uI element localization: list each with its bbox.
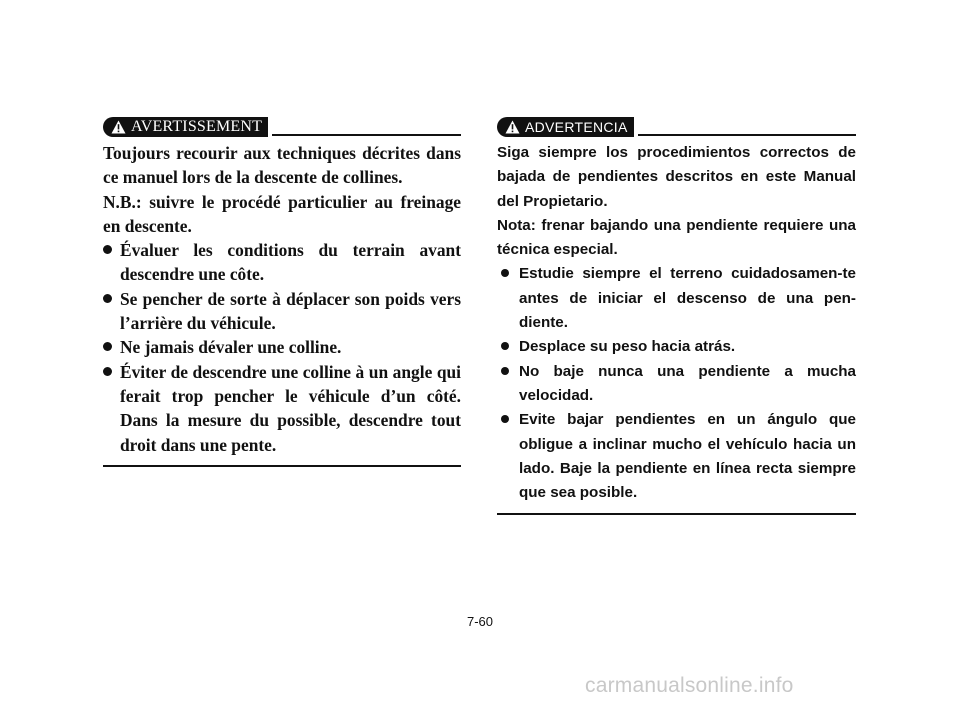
- warning-header-rule: [272, 134, 461, 136]
- bullet-dot-icon: [501, 269, 509, 277]
- warning-badge-label: ADVERTENCIA: [525, 118, 628, 135]
- warning-badge: [103, 117, 268, 137]
- list-item-text: Desplace su peso hacia atrás.: [519, 338, 736, 356]
- warning-bullet-list: [103, 238, 461, 457]
- warning-paragraph: Toujours recourir aux techniques décrites dans ce manuel lors de la descente de collines.: [103, 143, 461, 188]
- bullet-dot-icon: [103, 294, 112, 303]
- bullet-dot-icon: [103, 245, 112, 254]
- list-item-text: No baje nunca una pendiente a mucha velocidad.: [519, 362, 856, 404]
- list-item: [103, 360, 461, 457]
- list-item-text: Ne jamais dévaler une colline.: [120, 337, 342, 358]
- warning-badge: [497, 117, 634, 137]
- list-item: [103, 238, 461, 287]
- warning-header: [497, 115, 856, 137]
- warning-block-spanish: [497, 115, 856, 515]
- list-item: [103, 287, 461, 336]
- list-item-text: Evite bajar pendientes en un ángulo que obligue a inclinar mucho el vehículo hacia un lado. Baje la pendiente en línea recta siempre que sea posible.: [519, 411, 856, 502]
- list-item-text: Évaluer les conditions du terrain avant descendre une côte.: [120, 240, 461, 285]
- bullet-dot-icon: [103, 342, 112, 351]
- warning-badge-label: AVERTISSEMENT: [131, 117, 263, 135]
- warning-bullet-list: [497, 262, 856, 505]
- warning-triangle-icon: [111, 120, 126, 134]
- warning-header: [103, 115, 461, 137]
- warning-paragraph: Siga siempre los procedimientos correctos de bajada de pendientes descritos en este Manual del Propietario.: [497, 144, 856, 210]
- warning-header-rule: [638, 134, 856, 136]
- list-item-text: Éviter de descendre une colline à un angle qui ferait trop pencher le véhicule d’un côté. Dans la mesure du possible, descendre tout droit dans une pente.: [120, 361, 461, 455]
- warning-note: N.B.: suivre le procédé particulier au freinage en descente.: [103, 191, 461, 236]
- list-item: [497, 408, 856, 505]
- watermark: carmanualsonline.info: [585, 674, 794, 697]
- page-number: 7-60: [466, 614, 494, 629]
- list-item-text: Estudie siempre el terreno cuidadosamen-te antes de iniciar el descenso de una pen-diente.: [519, 265, 856, 332]
- list-item: [497, 262, 856, 335]
- warning-triangle-icon: [505, 120, 520, 134]
- warning-block-french: [103, 115, 461, 467]
- list-item: [103, 335, 461, 359]
- list-item: [497, 335, 856, 359]
- bullet-dot-icon: [501, 415, 509, 423]
- list-item: [497, 360, 856, 409]
- bullet-dot-icon: [501, 367, 509, 375]
- list-item-text: Se pencher de sorte à déplacer son poids vers l’arrière du véhicule.: [120, 288, 461, 334]
- warning-note: Nota: frenar bajando una pendiente requiere una técnica especial.: [497, 216, 856, 259]
- warning-end-rule: [103, 465, 461, 467]
- warning-end-rule: [497, 513, 856, 515]
- bullet-dot-icon: [501, 342, 509, 350]
- bullet-dot-icon: [103, 367, 112, 376]
